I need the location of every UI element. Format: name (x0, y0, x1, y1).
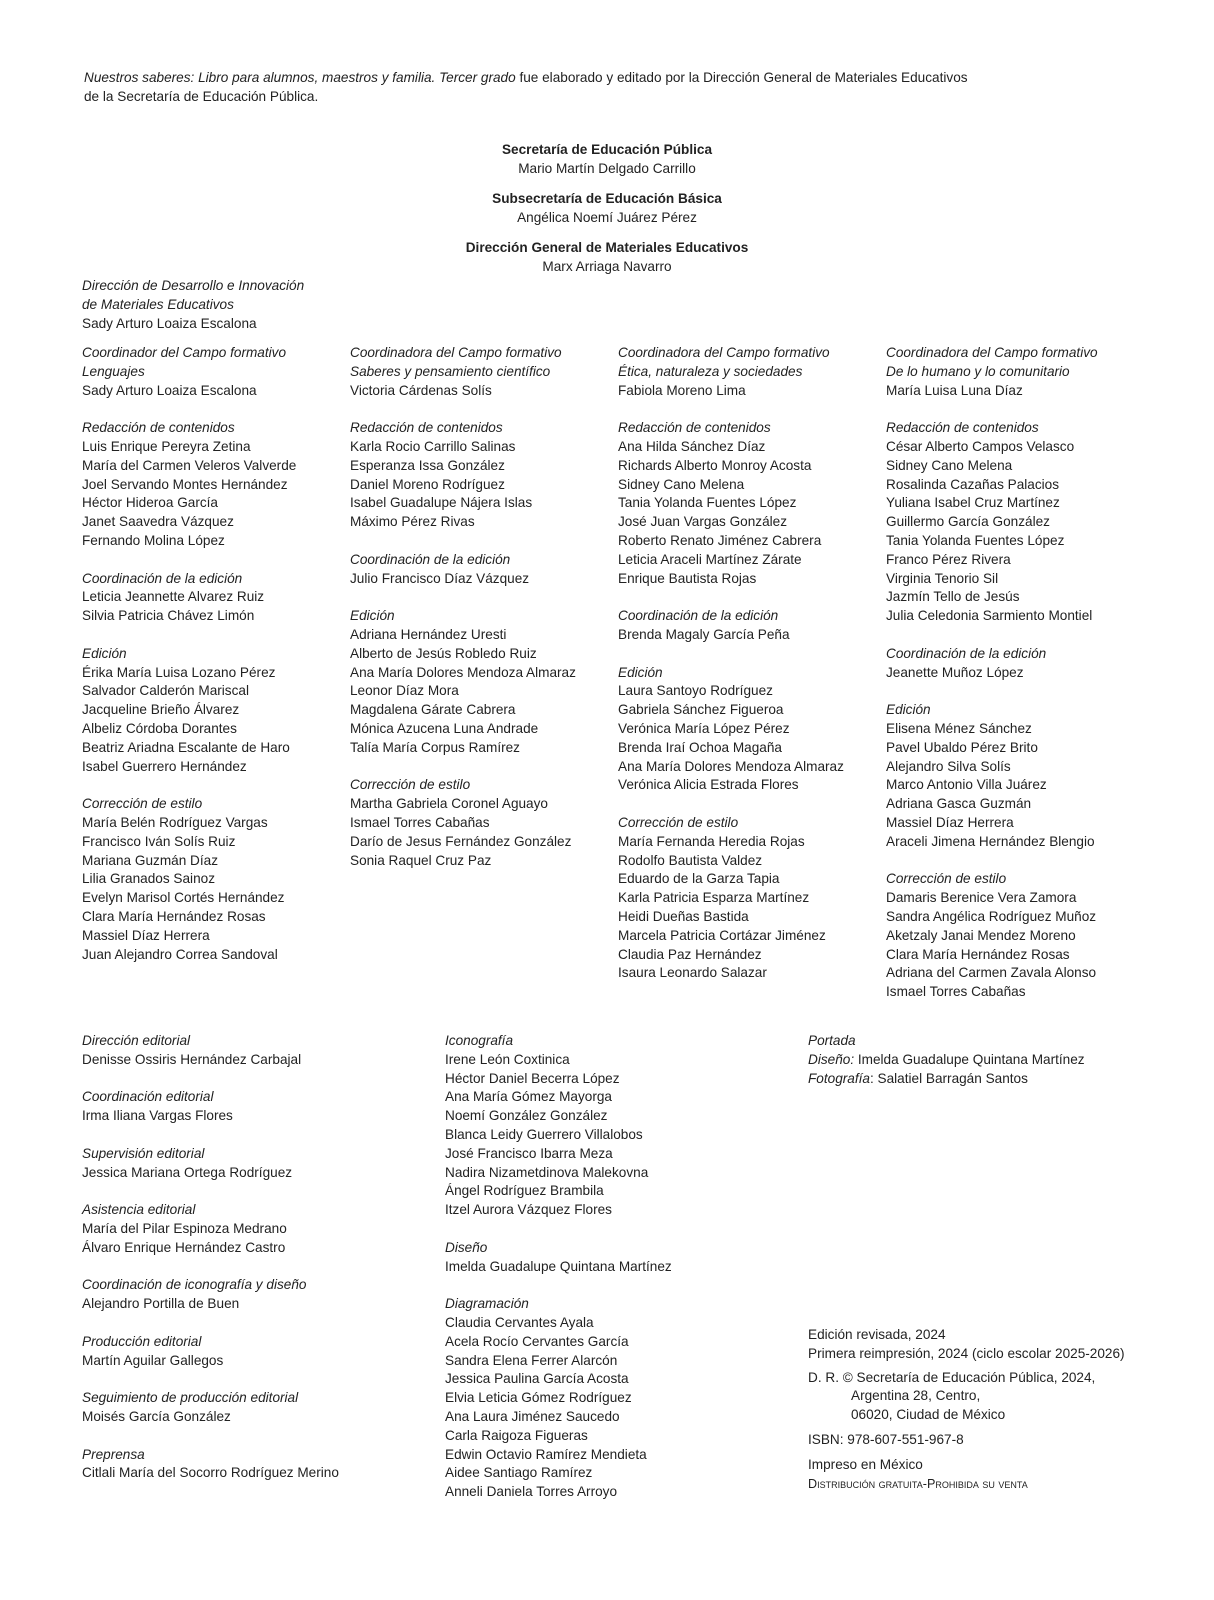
person-name: Massiel Díaz Herrera (82, 927, 210, 943)
credits-column-humano (886, 344, 1098, 1002)
role-label: Ética, naturaleza y sociedades (618, 363, 803, 379)
person-name: Ana María Gómez Mayorga (445, 1089, 612, 1105)
person-name: Ismael Torres Cabañas (886, 984, 1026, 1000)
official-name: Marx Arriaga Navarro (542, 258, 672, 274)
credit-section (82, 1446, 339, 1484)
person-name: Luis Enrique Pereyra Zetina (82, 438, 251, 454)
person-name: Marcela Patricia Cortázar Jiménez (618, 927, 826, 943)
credit-section (350, 419, 576, 532)
person-name: Sonia Raquel Cruz Paz (350, 852, 492, 868)
person-name: Joel Servando Montes Hernández (82, 476, 288, 492)
person-name: Edwin Octavio Ramírez Mendieta (445, 1446, 647, 1462)
role-label: Coordinadora del Campo formativo (350, 345, 562, 360)
role-label: De lo humano y lo comunitario (886, 363, 1070, 379)
official-name: Mario Martín Delgado Carrillo (518, 160, 696, 176)
person-name: Isaura Leonardo Salazar (618, 965, 767, 981)
official-name: Angélica Noemí Juárez Pérez (517, 209, 697, 225)
credit-section (82, 1088, 339, 1126)
person-name: Sidney Cano Melena (886, 457, 1013, 473)
person-name: Darío de Jesus Fernández González (350, 833, 572, 849)
person-name: Karla Patricia Esparza Martínez (618, 890, 810, 906)
person-name: Irene León Coxtinica (445, 1051, 570, 1067)
official-title: Subsecretaría de Educación Básica (492, 191, 722, 206)
credit-section (82, 1201, 339, 1257)
credit-section (618, 419, 844, 588)
role-label: Seguimiento de producción editorial (82, 1390, 299, 1406)
person-name: Blanca Leidy Guerrero Villalobos (445, 1126, 643, 1142)
person-name: Martha Gabriela Coronel Aguayo (350, 796, 548, 812)
person-name: Guillermo García González (886, 514, 1050, 530)
portada-block (808, 1032, 1085, 1088)
address-line-2: 06020, Ciudad de México (851, 1407, 1006, 1423)
official-title: Secretaría de Educación Pública (501, 142, 713, 157)
role-label: Coordinación de la edición (350, 551, 511, 567)
person-name: María Fernanda Heredia Rojas (618, 833, 805, 849)
person-name: Magdalena Gárate Cabrera (350, 702, 516, 718)
role-label: Edición (350, 608, 395, 624)
book-title: Nuestros saberes: Libro para alumnos, maestros y familia. Tercer grado (84, 70, 516, 85)
role-label: Lenguajes (82, 363, 145, 379)
credits-column-lenguajes (82, 344, 296, 964)
person-name: José Juan Vargas González (618, 514, 788, 530)
person-name: Claudia Paz Hernández (618, 946, 762, 962)
credit-section (82, 1276, 339, 1314)
role-label: Redacción de contenidos (350, 420, 503, 436)
person-name: Aidee Santiago Ramírez (445, 1465, 593, 1481)
credit-section (886, 645, 1098, 683)
role-label: Corrección de estilo (350, 777, 471, 793)
role-label: Redacción de contenidos (886, 420, 1039, 436)
person-name: Leticia Jeannette Alvarez Ruiz (82, 589, 265, 605)
person-name: Beatriz Ariadna Escalante de Haro (82, 739, 290, 755)
person-name: Gabriela Sánchez Figueroa (618, 702, 784, 718)
person-name: Noemí González González (445, 1108, 608, 1124)
role-label: Corrección de estilo (886, 871, 1007, 887)
person-name: Clara María Hernández Rosas (82, 908, 266, 924)
credits-column-saberes (350, 344, 576, 870)
person-name: Ana María Dolores Mendoza Almaraz (350, 664, 576, 680)
credit-section (445, 1239, 672, 1277)
person-name: Itzel Aurora Vázquez Flores (445, 1202, 612, 1218)
role-label: Asistencia editorial (82, 1202, 196, 1218)
person-name: Elisena Ménez Sánchez (886, 720, 1032, 736)
person-name: Jessica Paulina García Acosta (445, 1371, 629, 1387)
credits-column-iconografia (445, 1032, 672, 1502)
person-name: Ana Laura Jiménez Saucedo (445, 1408, 620, 1424)
edition-text: Edición revisada, 2024 (808, 1327, 946, 1342)
official-seb (0, 190, 1214, 227)
person-name: Francisco Iván Solís Ruiz (82, 833, 236, 849)
printed-in-text: Impreso en México (808, 1456, 923, 1472)
role-label: Coordinación de la edición (82, 570, 243, 586)
role-label: Coordinador del Campo formativo (82, 345, 287, 360)
intro-line-1 (84, 68, 1144, 87)
role-label: Diagramación (445, 1296, 529, 1312)
person-name: Citlali María del Socorro Rodríguez Merino (82, 1465, 339, 1481)
person-name: Leonor Díaz Mora (350, 683, 459, 699)
distribution-notice: Distribución gratuita-Prohibida su venta (808, 1476, 1028, 1491)
role-label: Diseño (445, 1239, 488, 1255)
person-name: Adriana Hernández Uresti (350, 626, 507, 642)
person-name: Imelda Guadalupe Quintana Martínez (445, 1258, 672, 1274)
credit-section (886, 344, 1098, 400)
person-name: Virginia Tenorio Sil (886, 570, 999, 586)
person-name: Claudia Cervantes Ayala (445, 1314, 594, 1330)
person-name: Sandra Elena Ferrer Alarcón (445, 1352, 618, 1368)
role-label: Coordinación editorial (82, 1089, 214, 1105)
role-label: de Materiales Educativos (82, 296, 234, 312)
person-name: Adriana Gasca Guzmán (886, 796, 1032, 812)
role-label: Redacción de contenidos (82, 420, 235, 436)
person-name: Evelyn Marisol Cortés Hernández (82, 890, 285, 906)
person-name: Martín Aguilar Gallegos (82, 1352, 224, 1368)
direccion-desarrollo (82, 277, 304, 333)
role-label: Coordinación de la edición (618, 608, 779, 624)
role-label: Fotografía (808, 1070, 870, 1086)
person-name: José Francisco Ibarra Meza (445, 1145, 613, 1161)
person-name: Tania Yolanda Fuentes López (618, 495, 797, 511)
role-label: Edición (618, 664, 663, 680)
role-label: Preprensa (82, 1446, 145, 1462)
person-name: Adriana del Carmen Zavala Alonso (886, 965, 1097, 981)
person-name: Julia Celedonia Sarmiento Montiel (886, 608, 1093, 624)
person-name: Talía María Corpus Ramírez (350, 739, 520, 755)
person-name: María Luisa Luna Díaz (886, 382, 1023, 398)
person-name: Nadira Nizametdinova Malekovna (445, 1164, 649, 1180)
person-name: Julio Francisco Díaz Vázquez (350, 570, 530, 586)
person-name: Verónica María López Pérez (618, 720, 790, 736)
person-name: Irma Iliana Vargas Flores (82, 1108, 233, 1124)
person-name: Denisse Ossiris Hernández Carbajal (82, 1051, 302, 1067)
person-name: Salvador Calderón Mariscal (82, 683, 249, 699)
role-label: Coordinadora del Campo formativo (886, 345, 1098, 360)
person-name: Sady Arturo Loaiza Escalona (82, 382, 257, 398)
person-name: Fabiola Moreno Lima (618, 382, 746, 398)
person-name: Roberto Renato Jiménez Cabrera (618, 532, 822, 548)
person-name: Tania Yolanda Fuentes López (886, 532, 1065, 548)
credit-section (82, 1389, 339, 1427)
credit-section (445, 1032, 672, 1220)
person-name: Anneli Daniela Torres Arroyo (445, 1484, 618, 1500)
person-name: María del Carmen Veleros Valverde (82, 457, 297, 473)
credit-section (350, 607, 576, 757)
copyright-text: D. R. © Secretaría de Educación Pública, 2024, (808, 1369, 1096, 1385)
publication-info (808, 1326, 1125, 1493)
person-name: Ángel Rodríguez Brambila (445, 1183, 604, 1199)
role-label: Producción editorial (82, 1333, 202, 1349)
person-name: Damaris Berenice Vera Zamora (886, 890, 1077, 906)
person-name: Franco Pérez Rivera (886, 551, 1011, 567)
person-name: Isabel Guerrero Hernández (82, 758, 247, 774)
person-name: Sady Arturo Loaiza Escalona (82, 315, 257, 331)
person-name: Héctor Daniel Becerra López (445, 1070, 620, 1086)
credit-section (82, 419, 296, 551)
person-name: César Alberto Campos Velasco (886, 438, 1075, 454)
credit-section (886, 870, 1098, 1002)
person-name: Imelda Guadalupe Quintana Martínez (854, 1051, 1085, 1067)
person-name: María del Pilar Espinoza Medrano (82, 1220, 287, 1236)
credit-section (82, 1145, 339, 1183)
person-name: Moisés García González (82, 1408, 231, 1424)
person-name: Silvia Patricia Chávez Limón (82, 608, 255, 624)
role-label: Diseño: (808, 1051, 855, 1067)
portada-photo-line (808, 1070, 1085, 1089)
credit-section (82, 570, 296, 626)
person-name: Heidi Dueñas Bastida (618, 908, 749, 924)
person-name: Héctor Hideroa García (82, 495, 218, 511)
credit-section (618, 607, 844, 645)
person-name: Fernando Molina López (82, 532, 225, 548)
person-name: Eduardo de la Garza Tapia (618, 871, 780, 887)
person-name: Laura Santoyo Rodríguez (618, 683, 773, 699)
person-name: Albeliz Córdoba Dorantes (82, 720, 237, 736)
credit-section (82, 1333, 339, 1371)
person-name: Ismael Torres Cabañas (350, 814, 490, 830)
role-label: Portada (808, 1033, 856, 1048)
credit-section (82, 1032, 339, 1070)
person-name: Marco Antonio Villa Juárez (886, 777, 1047, 793)
portada-design-line (808, 1051, 1085, 1070)
person-name: Alejandro Silva Solís (886, 758, 1011, 774)
person-name: Isabel Guadalupe Nájera Islas (350, 495, 533, 511)
person-name: Enrique Bautista Rojas (618, 570, 757, 586)
person-name: Sandra Angélica Rodríguez Muñoz (886, 908, 1097, 924)
role-label: Coordinadora del Campo formativo (618, 345, 830, 360)
official-sep (0, 141, 1214, 178)
person-name: Carla Raigoza Figueras (445, 1427, 588, 1443)
person-name: Jeanette Muñoz López (886, 664, 1024, 680)
credit-section (82, 645, 296, 777)
role-label: Iconografía (445, 1033, 514, 1048)
person-name: Karla Rocio Carrillo Salinas (350, 438, 516, 454)
person-name: Brenda Magaly García Peña (618, 626, 790, 642)
person-name: Juan Alejandro Correa Sandoval (82, 946, 278, 962)
role-label: Corrección de estilo (82, 796, 203, 812)
person-name: Mariana Guzmán Díaz (82, 852, 218, 868)
person-name: Esperanza Issa González (350, 457, 505, 473)
credits-column-etica (618, 344, 844, 983)
credit-section (350, 776, 576, 870)
person-name: Alberto de Jesús Robledo Ruiz (350, 645, 537, 661)
role-label: Dirección editorial (82, 1033, 191, 1048)
person-name: Daniel Moreno Rodríguez (350, 476, 505, 492)
role-label: Coordinación de la edición (886, 645, 1047, 661)
person-name: Mónica Azucena Luna Andrade (350, 720, 539, 736)
person-name: Massiel Díaz Herrera (886, 814, 1014, 830)
person-name: Brenda Iraí Ochoa Magaña (618, 739, 782, 755)
person-name: Acela Rocío Cervantes García (445, 1333, 629, 1349)
person-name: Aketzaly Janai Mendez Moreno (886, 927, 1076, 943)
role-label: Coordinación de iconografía y diseño (82, 1277, 307, 1293)
intro-line-2: de la Secretaría de Educación Pública. (84, 89, 319, 104)
person-name: Rodolfo Bautista Valdez (618, 852, 763, 868)
credits-column-editorial (82, 1032, 339, 1483)
person-name: Máximo Pérez Rivas (350, 514, 475, 530)
credit-section (886, 419, 1098, 626)
person-name: Victoria Cárdenas Solís (350, 382, 492, 398)
credit-section (350, 344, 576, 400)
person-name: Érika María Luisa Lozano Pérez (82, 664, 276, 680)
reprint-text: Primera reimpresión, 2024 (ciclo escolar 2025-2026) (808, 1345, 1125, 1361)
person-name: Verónica Alicia Estrada Flores (618, 777, 799, 793)
role-label: Edición (886, 702, 931, 718)
credit-section (350, 551, 576, 589)
intro-paragraph (84, 68, 1144, 106)
person-name: : Salatiel Barragán Santos (869, 1070, 1028, 1086)
credit-section (82, 795, 296, 964)
official-title: Dirección General de Materiales Educativos (465, 240, 749, 255)
credit-section (618, 344, 844, 400)
person-name: Ana Hilda Sánchez Díaz (618, 438, 766, 454)
credit-section (82, 344, 296, 400)
official-dgme (0, 239, 1214, 276)
person-name: Sidney Cano Melena (618, 476, 745, 492)
person-name: Jessica Mariana Ortega Rodríguez (82, 1164, 293, 1180)
person-name: Janet Saavedra Vázquez (82, 514, 234, 530)
person-name: Alejandro Portilla de Buen (82, 1296, 240, 1312)
person-name: Jacqueline Brieño Álvarez (82, 702, 240, 718)
intro-text: fue elaborado y editado por la Dirección General de Materiales Educativos (515, 70, 968, 85)
person-name: Álvaro Enrique Hernández Castro (82, 1239, 286, 1255)
person-name: Rosalinda Cazañas Palacios (886, 476, 1060, 492)
role-label: Supervisión editorial (82, 1145, 205, 1161)
person-name: Yuliana Isabel Cruz Martínez (886, 495, 1060, 511)
person-name: Leticia Araceli Martínez Zárate (618, 551, 802, 567)
person-name: María Belén Rodríguez Vargas (82, 814, 268, 830)
credit-section (886, 701, 1098, 851)
isbn-text: ISBN: 978-607-551-967-8 (808, 1431, 964, 1447)
credit-section (618, 814, 844, 983)
person-name: Ana María Dolores Mendoza Almaraz (618, 758, 844, 774)
role-label: Edición (82, 645, 127, 661)
person-name: Araceli Jimena Hernández Blengio (886, 833, 1095, 849)
person-name: Clara María Hernández Rosas (886, 946, 1070, 962)
role-label: Redacción de contenidos (618, 420, 771, 436)
address-line-1: Argentina 28, Centro, (851, 1388, 981, 1404)
person-name: Elvia Leticia Gómez Rodríguez (445, 1390, 632, 1406)
credit-section (618, 664, 844, 796)
credit-section (445, 1295, 672, 1502)
person-name: Richards Alberto Monroy Acosta (618, 457, 812, 473)
person-name: Jazmín Tello de Jesús (886, 589, 1020, 605)
person-name: Pavel Ubaldo Pérez Brito (886, 739, 1038, 755)
role-label: Saberes y pensamiento científico (350, 363, 551, 379)
role-label: Corrección de estilo (618, 814, 739, 830)
role-label: Dirección de Desarrollo e Innovación (82, 278, 305, 293)
person-name: Lilia Granados Sainoz (82, 871, 215, 887)
